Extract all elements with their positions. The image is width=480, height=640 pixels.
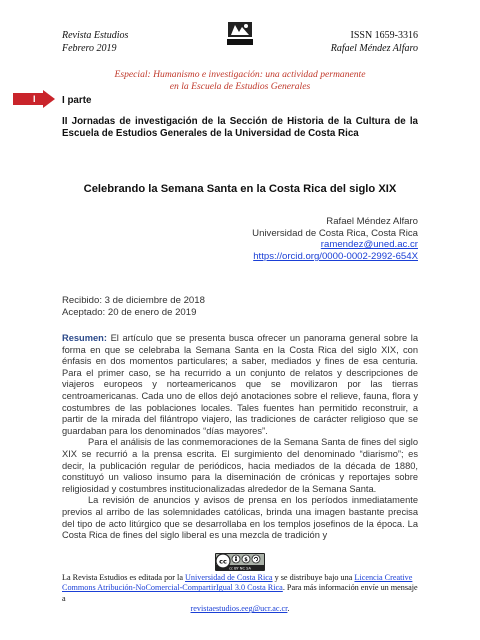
license-link[interactable]: Licencia Creative Commons Atribución-NoComercial-CompartirIgual 3.0 Costa Rica bbox=[62, 573, 413, 593]
abstract-paragraph-3: La revisión de anuncios y avisos de prensa en los períodos inmediatamente previos al arribo de las solemnidades católicas, brinda una imagen bastante precisa del tipo de acto litúrgico que se desarrollaba en los templos josefinos de la época. La Costa Rica de fines del siglo liberal es una mezcla de tradición y bbox=[62, 495, 418, 541]
cc-license-badge[interactable] bbox=[215, 553, 265, 571]
abstract-label: Resumen: bbox=[62, 333, 107, 343]
journal-name: Revista Estudios bbox=[62, 30, 129, 41]
special-line-2: en la Escuela de Estudios Generales bbox=[169, 81, 311, 92]
part-marker-number: I bbox=[33, 94, 36, 104]
received-date: Recibido: 3 de diciembre de 2018 bbox=[62, 295, 205, 306]
abstract-p1-text: El artículo que se presenta busca ofrecer un panorama general sobre la forma en que se celebraba la Semana Santa en la Costa Rica del siglo XIX, con énfasis en dos momentos particulares; a saber, mediados y fines de esa centuria. Para el primer caso, se ha recurrido a un conjunto de relatos y descripciones de viajeros europeos y norteamericanos que se movilizaron por las tierras centroamericanas. Cada uno de ellos dejó anotaciones sobre el relieve, fauna, flora y costumbres de las poblaciones locales. Tales fuentes han permitido reconstruir, a partir de la mirada del filántropo viajero, las tradiciones de carácter religioso que se guardaban para los denominados “días mayores”. bbox=[62, 333, 418, 436]
special-line-1: Especial: Humanismo e investigación: una actividad permanente bbox=[114, 69, 366, 80]
license-text-1: La Revista Estudios es editada por la bbox=[62, 573, 186, 582]
abstract-paragraph-1 bbox=[62, 333, 418, 437]
author-email-link[interactable]: ramendez@uned.ac.cr bbox=[320, 239, 418, 251]
article-title: Celebrando la Semana Santa en la Costa Rica del siglo XIX bbox=[83, 183, 397, 195]
issue-date: Febrero 2019 bbox=[62, 43, 117, 54]
svg-text:$: $ bbox=[244, 557, 248, 563]
ucr-link[interactable]: Universidad de Costa Rica bbox=[185, 573, 273, 582]
license-note bbox=[62, 573, 418, 615]
journal-logo bbox=[225, 20, 255, 47]
author-orcid-link[interactable]: https://orcid.org/0000-0002-2992-654X bbox=[253, 251, 418, 263]
cc-badge-caption: cc BY NC SA bbox=[229, 566, 251, 571]
license-text-3: . Para más información envíe un mensaje a bbox=[62, 583, 418, 603]
jornadas-heading: II Jornadas de investigación de la Sección de Historia de la Cultura de la Escuela de Estudios Generales de la Universidad de Costa Rica bbox=[62, 116, 418, 140]
license-text-2: y se distribuye bajo una bbox=[272, 573, 355, 582]
journal-email-link[interactable]: revistaestudios.eeg@ucr.ac.cr bbox=[190, 604, 288, 614]
part-arrow-marker bbox=[13, 90, 55, 108]
accepted-date: Aceptado: 20 de enero de 2019 bbox=[62, 307, 197, 318]
author-name: Rafael Méndez Alfaro bbox=[326, 216, 418, 227]
header-author: Rafael Méndez Alfaro bbox=[330, 43, 418, 54]
svg-text:cc: cc bbox=[219, 557, 227, 566]
abstract bbox=[62, 333, 418, 542]
abstract-paragraph-2: Para el análisis de las conmemoraciones de la Semana Santa de fines del siglo XIX se recurrió a la prensa escrita. El surgimiento del denominado “diarismo”; es decir, la publicación regular de periódicos, hacia mediados de la década de 1880, constituyó un valioso insumo para la diseminación de crónicas y reportajes sobre religiosidad y costumbres institucionalizadas alrededor de la Semana Santa. bbox=[62, 437, 418, 494]
license-text-4: . bbox=[287, 604, 290, 614]
issn: ISSN 1659-3316 bbox=[350, 30, 418, 41]
author-block bbox=[252, 216, 418, 263]
part-label: I parte bbox=[62, 95, 92, 106]
author-affiliation: Universidad de Costa Rica, Costa Rica bbox=[252, 227, 418, 239]
